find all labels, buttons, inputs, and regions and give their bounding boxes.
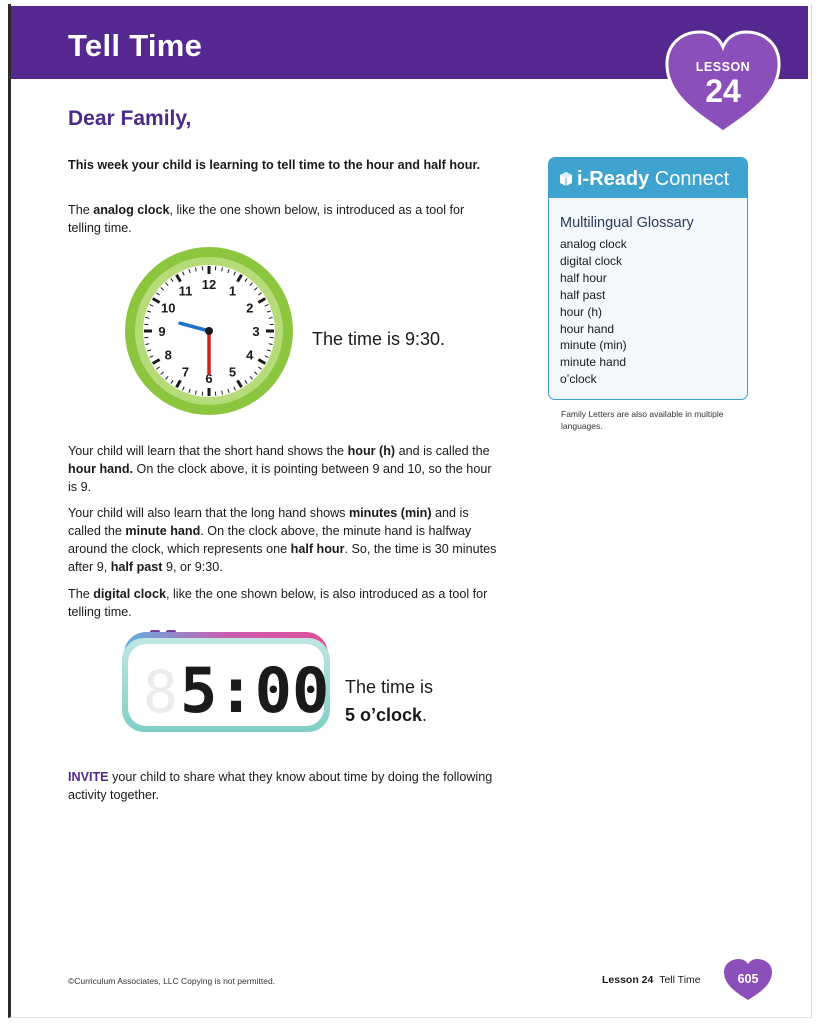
glossary-header (549, 158, 747, 198)
text-span: , like the one shown below, is also introduced as a tool for telling time. (68, 587, 488, 619)
text-span: . So, the time is 30 minutes after 9, (68, 542, 497, 574)
text-span: Your child will learn that the short hand shows the (68, 444, 348, 458)
text-span: your child to share what they know about time by doing the following activity together. (68, 770, 493, 802)
clock-number: 9 (158, 324, 166, 339)
text-span: Your child will also learn that the long hand shows (68, 506, 349, 520)
text-span: On the clock above, it is pointing between 9 and 10, so the hour is 9. (68, 462, 492, 494)
glossary-term: hour hand (560, 321, 615, 336)
glossary-title: Multilingual Glossary (560, 215, 694, 231)
digital-clock-caption (345, 673, 433, 729)
digital-clock-graphic (120, 628, 332, 734)
text-span: and is called the (395, 444, 490, 458)
glossary-term: o’clock (560, 372, 597, 387)
analog-clock-graphic (123, 245, 295, 417)
text-span: and is called the (68, 506, 469, 538)
clock-center-pin (205, 327, 213, 335)
clock-number: 5 (228, 364, 237, 380)
text-span: . (422, 705, 428, 725)
glossary-term: minute (min) (560, 338, 627, 353)
digital-clock (120, 628, 332, 734)
glossary-term: digital clock (560, 253, 623, 268)
glossary-term: hour (h) (560, 304, 603, 319)
footer-lesson (602, 974, 701, 986)
copyright-text: ©Curriculum Associates, LLC Copying is not permitted. (68, 976, 276, 986)
glossary-box (548, 157, 748, 400)
bold-term: digital clock (93, 587, 166, 601)
caption-line (345, 701, 433, 729)
clock-number: 4 (246, 347, 254, 363)
text-span: . On the clock above, the minute hand is halfway around the clock, which represents one (68, 524, 472, 556)
text-span: 9, or 9:30. (162, 560, 223, 574)
glossary-term: minute hand (560, 355, 627, 370)
bold-term: minutes (min) (348, 506, 432, 520)
intro-paragraph: This week your child is learning to tell time to the hour and half hour. (68, 158, 481, 172)
bold-term: minute hand (125, 524, 201, 538)
text-span: , like the one shown below, is introduced as a tool for telling time. (68, 203, 465, 235)
glossary-term: analog clock (560, 237, 627, 251)
bold-term: hour hand. (68, 462, 134, 476)
cube-icon (559, 171, 573, 187)
clock-number: 8 (164, 347, 172, 363)
glossary-brand (577, 168, 729, 191)
clock-number: 7 (181, 364, 190, 380)
invite-paragraph (68, 768, 500, 804)
page-title: Tell Time (68, 28, 203, 63)
clock-number: 11 (178, 283, 193, 299)
clock-number: 2 (246, 300, 254, 316)
footer-topic: Tell Time (659, 974, 701, 986)
bold-term: 5 o’clock (345, 705, 423, 725)
page-number: 605 (737, 972, 759, 986)
analog-clock (123, 245, 295, 417)
languages-note: Family Letters are also available in multiple languages. (561, 409, 724, 431)
glossary-term: half past (560, 287, 606, 302)
letter-greeting: Dear Family, (68, 107, 192, 130)
digital-time-display: 5:00 (180, 654, 330, 727)
caption-line: The time is (345, 677, 434, 697)
brand-name: i-Ready (577, 168, 650, 190)
brand-suffix: Connect (649, 168, 730, 190)
hour-hand-paragraph (68, 442, 500, 496)
digital-paragraph (68, 585, 500, 621)
lesson-label: LESSON (695, 60, 751, 74)
clock-number: 12 (201, 277, 217, 292)
clock-number: 6 (205, 371, 213, 386)
clock-number: 1 (228, 283, 237, 299)
lesson-number: 24 (705, 73, 741, 109)
bold-term: half past (110, 560, 163, 574)
footer-lesson-number: Lesson 24 (602, 974, 654, 986)
bold-term: hour (h) (347, 444, 396, 458)
glossary-term-list (560, 236, 627, 388)
minute-hand-paragraph (68, 504, 500, 576)
bold-term: analog clock (93, 203, 170, 217)
clock-number: 3 (252, 324, 260, 339)
clock-number: 10 (161, 300, 176, 316)
text-span: The (68, 203, 94, 217)
glossary-term: half hour (560, 270, 607, 285)
text-span: The (68, 587, 94, 601)
analog-clock-caption: The time is 9:30. (312, 329, 446, 349)
bold-term: half hour (290, 542, 345, 556)
invite-word: INVITE (68, 770, 109, 784)
analog-paragraph (68, 201, 500, 237)
unlit-digit: 8 (143, 658, 178, 726)
